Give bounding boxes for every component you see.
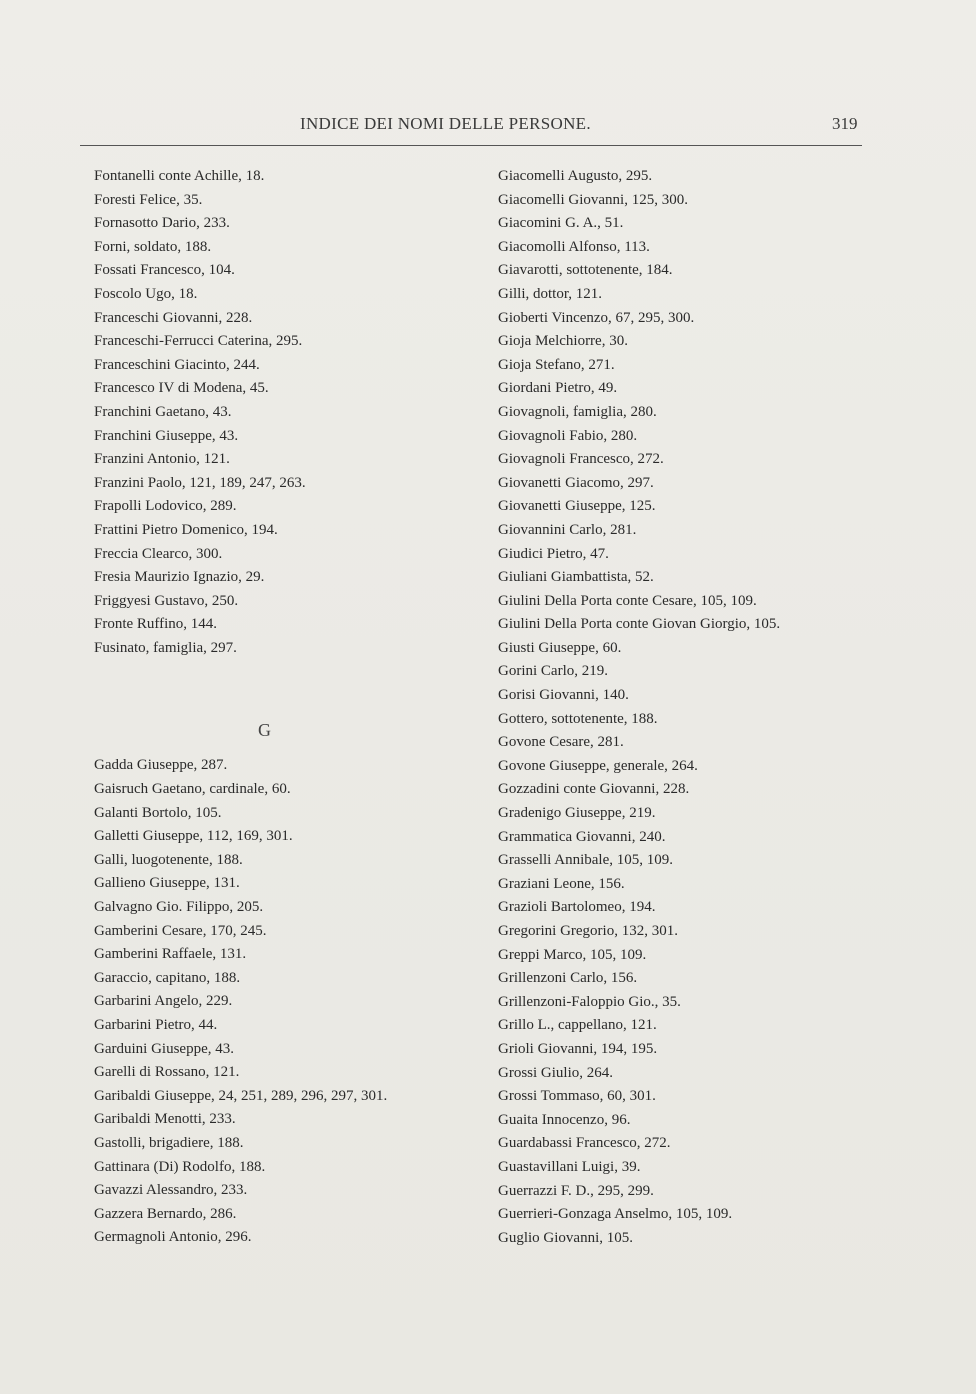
index-entry: Giovanetti Giacomo, 297. — [498, 474, 654, 491]
index-entry: Franceschini Giacinto, 244. — [94, 356, 260, 373]
index-entry: Fronte Ruffino, 144. — [94, 616, 218, 633]
index-entry: Giacomelli Giovanni, 125, 300. — [498, 191, 688, 208]
index-entry: Franchini Giuseppe, 43. — [94, 427, 239, 444]
index-entry: Franchini Gaetano, 43. — [94, 403, 232, 420]
index-entry: Giusti Giuseppe, 60. — [498, 639, 622, 656]
index-entry: Giulini Della Porta conte Giovan Giorgio, 105. — [498, 616, 781, 633]
index-entry: Gallieno Giuseppe, 131. — [94, 875, 240, 892]
index-entry: Giuliani Giambattista, 52. — [498, 569, 654, 586]
section-letter-heading: G — [258, 720, 271, 741]
index-entry: Fossati Francesco, 104. — [94, 262, 235, 279]
index-entry: Gastolli, brigadiere, 188. — [94, 1134, 244, 1151]
index-entry: Fornasotto Dario, 233. — [94, 215, 230, 232]
index-entry: Fontanelli conte Achille, 18. — [94, 168, 265, 184]
index-entry: Gavazzi Alessandro, 233. — [94, 1182, 248, 1199]
index-entry: Garibaldi Menotti, 233. — [94, 1111, 236, 1128]
index-entry: Gradenigo Giuseppe, 219. — [498, 805, 656, 822]
index-entry: Giacomelli Augusto, 295. — [498, 168, 653, 184]
index-entry: Galletti Giuseppe, 112, 169, 301. — [94, 828, 293, 845]
index-entry: Giovanetti Giuseppe, 125. — [498, 498, 656, 515]
index-entry: Gioja Stefano, 271. — [498, 356, 615, 373]
index-entry: Grasselli Annibale, 105, 109. — [498, 852, 673, 869]
index-entry: Gorini Carlo, 219. — [498, 663, 608, 680]
index-entry: Giovagnoli Francesco, 272. — [498, 451, 664, 468]
index-entry: Grioli Giovanni, 194, 195. — [498, 1040, 658, 1057]
index-entry: Govone Cesare, 281. — [498, 734, 624, 751]
index-entry: Fresia Maurizio Ignazio, 29. — [94, 569, 265, 586]
index-entry: Franceschi Giovanni, 228. — [94, 309, 253, 326]
index-entry: Francesco IV di Modena, 45. — [94, 380, 269, 397]
index-entry: Forni, soldato, 188. — [94, 238, 212, 255]
page-number: 319 — [832, 114, 858, 133]
index-entry: Grillenzoni-Faloppio Gio., 35. — [498, 993, 681, 1010]
index-entry: Gregorini Gregorio, 132, 301. — [498, 923, 678, 939]
index-entry: Giulini Della Porta conte Cesare, 105, 109. — [498, 592, 757, 609]
index-entry: Guerrieri-Gonzaga Anselmo, 105, 109. — [498, 1206, 733, 1223]
section-spacer — [94, 660, 387, 707]
index-entry: Guglio Giovanni, 105. — [498, 1229, 633, 1246]
index-entry: Giordani Pietro, 49. — [498, 380, 618, 397]
index-entry: Grazioli Bartolomeo, 194. — [498, 899, 656, 916]
index-entry: Grillenzoni Carlo, 156. — [498, 970, 638, 987]
index-entry: Gamberini Cesare, 170, 245. — [94, 922, 267, 939]
index-entry: Graziani Leone, 156. — [498, 875, 625, 892]
index-entry: Guerrazzi F. D., 295, 299. — [498, 1182, 654, 1199]
index-entry: Giovagnoli, famiglia, 280. — [498, 403, 657, 420]
index-entry: Franzini Paolo, 121, 189, 247, 263. — [94, 474, 306, 491]
index-entry: Franceschi-Ferrucci Caterina, 295. — [94, 333, 303, 350]
index-entry: Gaisruch Gaetano, cardinale, 60. — [94, 781, 291, 798]
index-entry: Galli, luogotenente, 188. — [94, 851, 243, 868]
index-entry: Gadda Giuseppe, 287. — [94, 757, 228, 774]
index-column-left — [94, 165, 387, 1250]
index-entry: Giacomini G. A., 51. — [498, 215, 624, 232]
index-entry: Garduini Giuseppe, 43. — [94, 1040, 234, 1057]
index-entry: Grillo L., cappellano, 121. — [498, 1017, 657, 1034]
index-entry: Gamberini Raffaele, 131. — [94, 946, 247, 963]
index-entry: Giavarotti, sottotenente, 184. — [498, 262, 673, 279]
index-entry: Greppi Marco, 105, 109. — [498, 946, 647, 963]
index-entry: Garaccio, capitano, 188. — [94, 969, 241, 986]
index-entry: Grossi Tommaso, 60, 301. — [498, 1088, 656, 1105]
index-entry: Franzini Antonio, 121. — [94, 451, 230, 468]
index-entry: Frapolli Lodovico, 289. — [94, 498, 237, 515]
header-rule — [80, 145, 862, 146]
index-entry: Germagnoli Antonio, 296. — [94, 1229, 252, 1246]
index-entry: Giacomolli Alfonso, 113. — [498, 238, 650, 255]
index-entry: Garbarini Pietro, 44. — [94, 1017, 218, 1033]
index-entry: Guaita Innocenzo, 96. — [498, 1111, 631, 1128]
index-entry: Giudici Pietro, 47. — [498, 545, 609, 562]
index-entry: Friggyesi Gustavo, 250. — [94, 592, 239, 609]
index-entry: Gioja Melchiorre, 30. — [498, 333, 628, 350]
index-entry: Freccia Clearco, 300. — [94, 545, 223, 562]
index-entry: Gioberti Vincenzo, 67, 295, 300. — [498, 309, 695, 326]
index-entry: Garelli di Rossano, 121. — [94, 1064, 240, 1081]
index-entry: Galanti Bortolo, 105. — [94, 804, 222, 821]
index-entry: Giovannini Carlo, 281. — [498, 521, 637, 538]
index-entry: Foscolo Ugo, 18. — [94, 285, 198, 302]
index-entry: Guastavillani Luigi, 39. — [498, 1158, 641, 1175]
index-entry: Frattini Pietro Domenico, 194. — [94, 521, 278, 538]
index-entry: Gilli, dottor, 121. — [498, 285, 602, 302]
index-entry: Gazzera Bernardo, 286. — [94, 1205, 237, 1222]
index-entry: Gattinara (Di) Rodolfo, 188. — [94, 1158, 266, 1175]
index-column-right — [498, 165, 780, 1250]
index-entry: Giovagnoli Fabio, 280. — [498, 427, 638, 444]
index-entry: Fusinato, famiglia, 297. — [94, 639, 237, 656]
index-entry: Garbarini Angelo, 229. — [94, 993, 233, 1010]
index-entry: Govone Giuseppe, generale, 264. — [498, 757, 698, 774]
index-entry: Guardabassi Francesco, 272. — [498, 1135, 671, 1152]
index-entry: Gozzadini conte Giovanni, 228. — [498, 781, 690, 798]
index-entry: Galvagno Gio. Filippo, 205. — [94, 899, 264, 916]
index-entry: Grammatica Giovanni, 240. — [498, 828, 666, 845]
index-entry: Gottero, sottotenente, 188. — [498, 710, 658, 727]
index-entry: Grossi Giulio, 264. — [498, 1064, 614, 1081]
index-entry: Garibaldi Giuseppe, 24, 251, 289, 296, 297, 301. — [94, 1087, 388, 1104]
running-header-title: INDICE DEI NOMI DELLE PERSONE. — [300, 114, 591, 133]
index-entry: Foresti Felice, 35. — [94, 191, 203, 208]
index-entry: Gorisi Giovanni, 140. — [498, 687, 629, 704]
